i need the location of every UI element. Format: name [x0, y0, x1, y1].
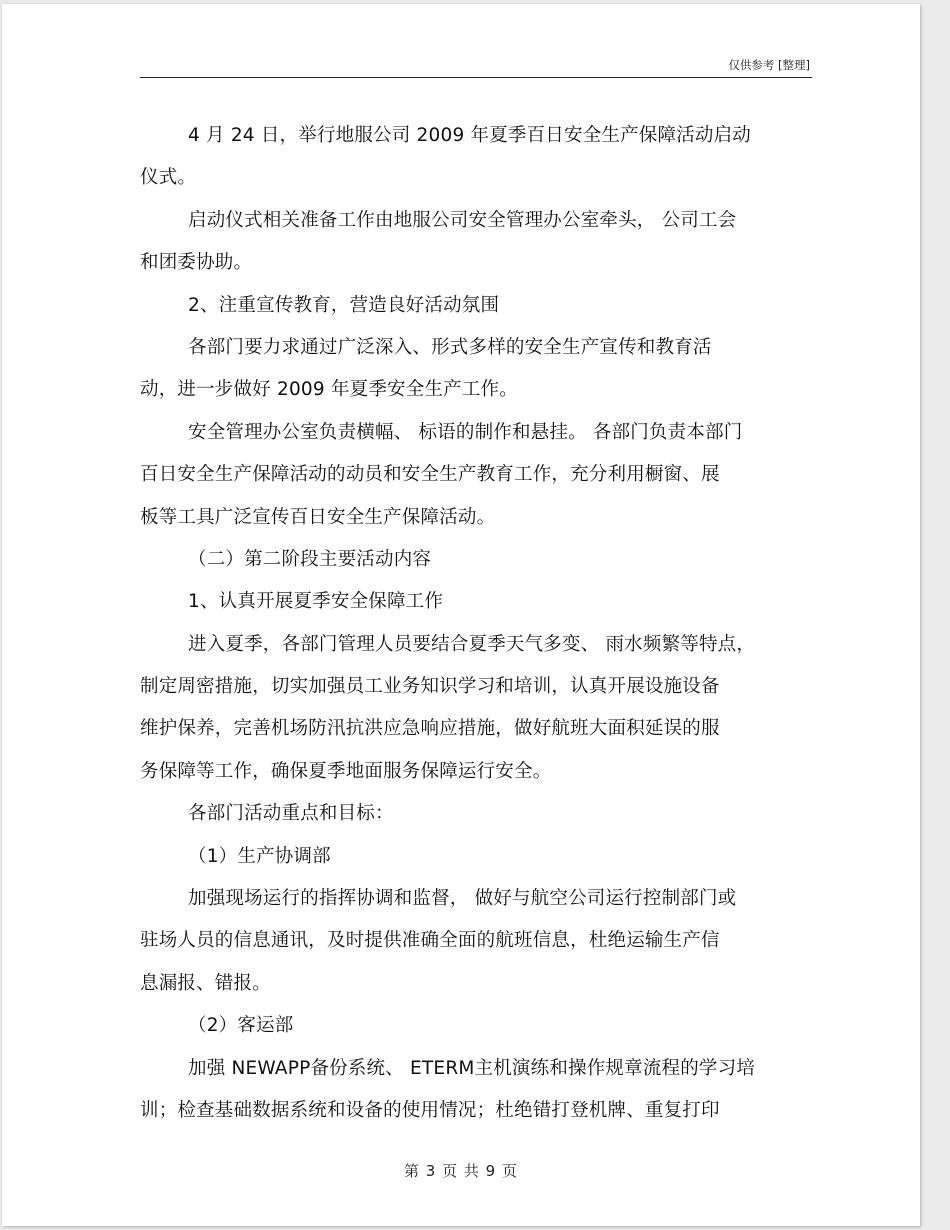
body-line: 务保障等工作，确保夏季地面服务保障运行安全。 — [140, 760, 552, 782]
body-line: 加强 NEWAPP备份系统、 ETERM主机演练和操作规章流程的学习培 — [188, 1057, 756, 1079]
document-body — [140, 115, 812, 1132]
body-line: 制定周密措施，切实加强员工业务知识学习和培训，认真开展设施设备 — [140, 676, 720, 698]
body-line: 训；检查基础数据系统和设备的使用情况；杜绝错打登机牌、重复打印 — [140, 1099, 720, 1121]
page-header-text: 仅供参考 [整理] — [728, 58, 810, 72]
body-line: 1、认真开展夏季安全保障工作 — [188, 591, 444, 613]
body-line: 进入夏季，各部门管理人员要结合夏季天气多变、 雨水频繁等特点， — [188, 633, 756, 655]
body-line: 息漏报、错报。 — [140, 972, 271, 994]
body-line: 启动仪式相关准备工作由地服公司安全管理办公室牵头， 公司工会 — [188, 209, 737, 231]
body-line: 百日安全生产保障活动的动员和安全生产教育工作，充分利用橱窗、展 — [140, 464, 720, 486]
body-line: 驻场人员的信息通讯，及时提供准确全面的航班信息，杜绝运输生产信 — [140, 930, 720, 952]
body-line: （2）客运部 — [188, 1015, 294, 1037]
body-line: 各部门活动重点和目标： — [188, 803, 394, 825]
header-rule — [140, 77, 812, 78]
document-page — [2, 4, 920, 1226]
body-line: 4 月 24 日，举行地服公司 2009 年夏季百日安全生产保障活动启动 — [188, 125, 751, 146]
body-line: 板等工具广泛宣传百日安全生产保障活动。 — [140, 506, 496, 528]
body-line: 维护保养，完善机场防汛抗洪应急响应措施，做好航班大面积延误的服 — [140, 718, 720, 740]
body-line: 2、注重宣传教育，营造良好活动氛围 — [188, 294, 500, 316]
body-line: 加强现场运行的指挥协调和监督， 做好与航空公司运行控制部门或 — [188, 888, 737, 910]
page-footer: 第 3 页 共 9 页 — [404, 1162, 518, 1180]
body-line: 动，进一步做好 2009 年夏季安全生产工作。 — [140, 379, 518, 401]
body-line: 各部门要力求通过广泛深入、形式多样的安全生产宣传和教育活 — [188, 336, 712, 358]
body-line: 仪式。 — [140, 167, 197, 189]
body-line: （1）生产协调部 — [188, 845, 331, 867]
body-line: 安全管理办公室负责横幅、 标语的制作和悬挂。 各部门负责本部门 — [188, 421, 743, 443]
body-line: （二）第二阶段主要活动内容 — [188, 548, 432, 570]
body-line: 和团委协助。 — [140, 252, 253, 274]
